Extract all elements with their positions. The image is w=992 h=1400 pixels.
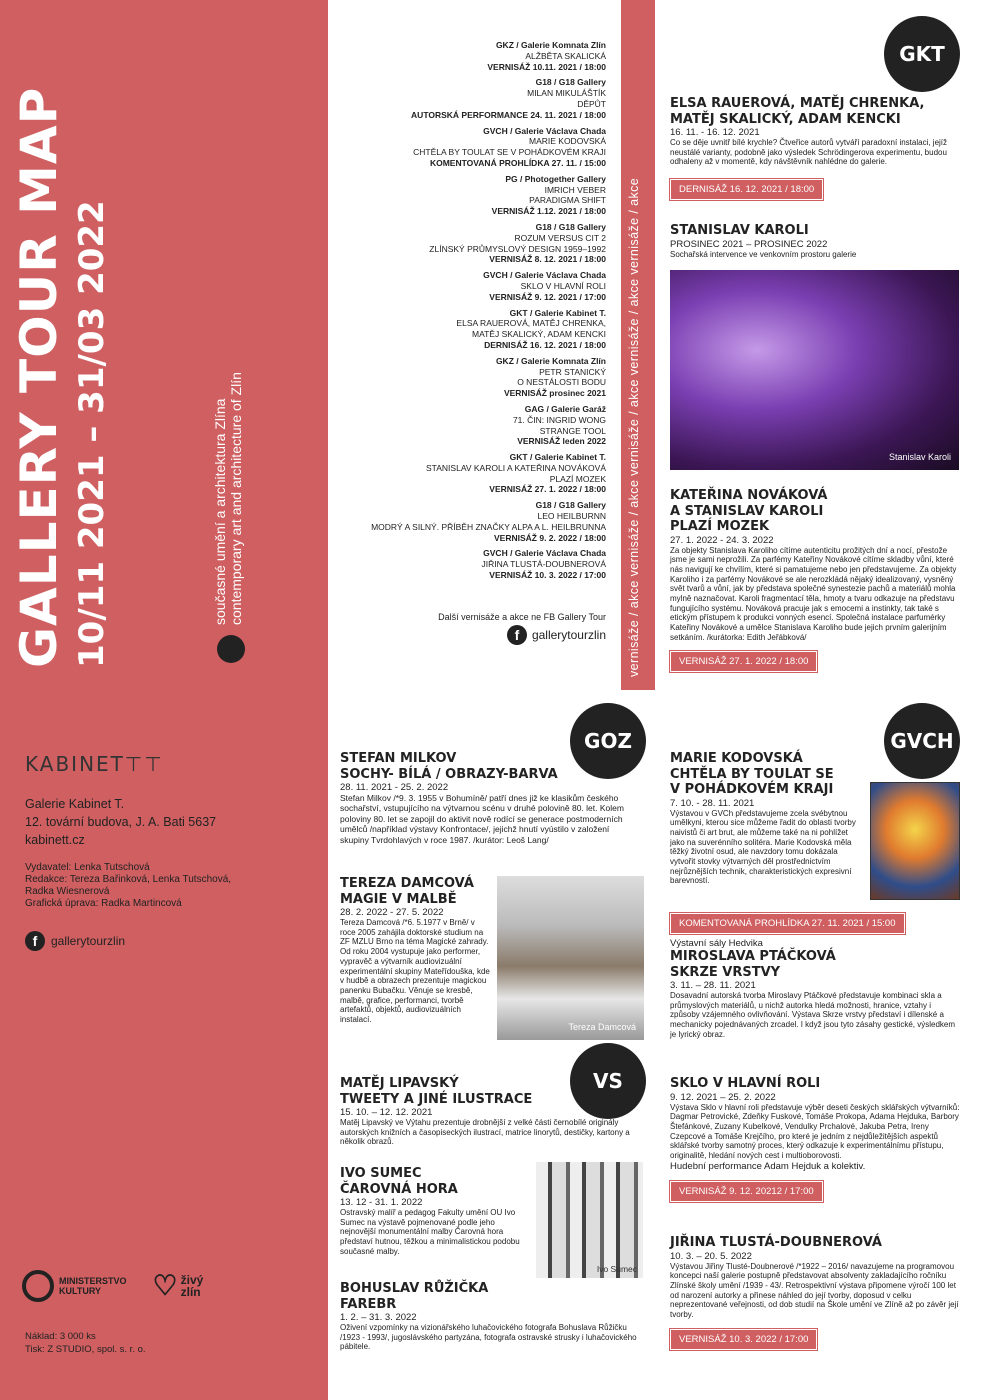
event-title: MAGIE V MALBĚ [340,891,457,907]
event-title: V POHÁDKOVÉM KRAJI [670,782,834,797]
vs-event-2 [340,1166,530,1257]
facebook-link[interactable] [507,625,606,645]
list-item-a: IMRICH VEBER [544,184,606,195]
event-pill: KOMENTOVANÁ PROHLÍDKA 27. 11. 2021 / 15:00 [670,913,905,934]
gvch-pill-1 [670,913,960,934]
event-desc: Dosavadní autorská tvorba Miroslavy Ptáčkové představuje kombinaci skla a průmyslových materiálů, u nichž autorka hledá možnosti, hranice, vztahy i způsoby vzájemného ovlivňování. Výstava Skrze vrstvy představí i dílenské a mechanicky pojednávaných zrcadel. I když jsou tyto zásahy gestické, výsledkem je lyrický obraz. [670,991,956,1039]
event-date: 3. 11. – 28. 11. 2021 [670,980,756,991]
list-item-g: PG / Photogether Gallery [505,173,606,184]
sponsor-logos [22,1270,203,1302]
list-item-b: MODRÝ A SILNÝ. PŘÍBĚH ZNAČKY ALPA A L. HEILBRUNNA [371,521,606,532]
karoli-photo [670,270,959,470]
poster-title [10,87,116,668]
gkt-event-3 [670,488,960,672]
list-item [346,452,606,495]
event-date: 28. 2. 2022 - 27. 5. 2022 [340,907,444,918]
event-desc: Tereza Damcová /*6. 5.1977 v Brně/ v roce 2005 zahájila doktorské studium na ZF MZLU Brno na téma Magické zahrady. Od roku 2004 vystupuje jako performer, vypravěč a výtvarník audiovizuální experimentální skupiny Mateřídouška, kde v hudbě a obrazech prezentuje magickou panenku Bubačku. Věnuje se kresbě, malbě, grafice, performanci, tvorbě artefaktů, objektů, audiovizuálních instalací. [340,918,490,1025]
list-item-g: GVCH / Galerie Václava Chada [483,270,606,281]
list-item-b: DĚPŮT [577,98,606,109]
list-item-a: SKLO V HLAVNÍ ROLI [520,280,606,291]
credit-line: Redakce: Tereza Bařinková, Lenka Tutschová, [25,874,232,885]
event-date: 13. 12 - 31. 1. 2022 [340,1197,423,1208]
event-pill: VERNISÁŽ 9. 12. 20212 / 17:00 [670,1181,823,1202]
badge-gvch: GVCH [884,703,960,779]
facebook-icon: f [507,625,527,645]
facebook-label: gallerytourzlin [531,628,606,642]
subtitle [212,372,244,625]
event-date: PROSINEC 2021 – PROSINEC 2022 [670,238,828,250]
list-item-g: GVCH / Galerie Václava Chada [483,125,606,136]
event-date: 27. 1. 2022 - 24. 3. 2022 [670,534,774,546]
badge-gkt: GKT [884,16,960,92]
vs-event-3 [340,1281,640,1352]
event-desc: Za objekty Stanislava Karoliho cítíme autenticitu prožitých dní a nocí, přestože jsme je sami neprožili. Za parfémy Kateřiny Novákové cítíme skladby vůní, které nás navigují ke chvílím, které si pamatujeme nebo jen představujeme. Za objekty Karoliho i za parfémy Novákové se ale nerozkládá nějaký idealizovaný, vysněný svět tvarů a vůní, jak by představa společné synestezie pachů a materiálů mohla mylně naznačovat. Karoli fragmentací těla, hmoty a tvaru odkazuje na představu fungujícího systému. Nováková pracuje jak s emocemi a instinkty, tak také s etickým přístupem k produkci vonných esencí. Společná instalace parfumérky Kateřiny Novákové a umělce Stanislava Karoliho bude jejich prvním galerijním setkáním. /kurátorka: Edith Jeřábková/ [670,545,957,642]
list-item-v: DERNISÁŽ 16. 12. 2021 / 18:00 [484,339,606,350]
list-item [346,270,606,302]
event-note: Hudební performance Adam Hejduk a kolektiv. [670,1160,866,1172]
list-item-b: PARADIGMA SHIFT [529,195,606,206]
list-item [346,356,606,399]
list-item-g: G18 / G18 Gallery [535,500,606,511]
list-item-v: VERNISÁŽ 8. 12. 2021 / 18:00 [489,254,606,265]
list-item-a: STANISLAV KAROLI A KATEŘINA NOVÁKOVÁ [426,462,606,473]
side-stripe [621,0,655,690]
event-title: ELSA RAUEROVÁ, MATĚJ CHRENKA, [670,96,925,111]
facebook-icon: f [25,931,45,951]
event-desc: Sochařská intervence ve venkovním prostoru galerie [670,249,857,259]
list-item-b: CHTĚLA BY TOULAT SE V POHÁDKOVÉM KRAJI [413,147,606,158]
photo-caption: Ivo Sumec [596,1264,637,1274]
gvch-event-1 [670,751,860,886]
event-title: CHTĚLA BY TOULAT SE [670,766,834,782]
list-item-v: VERNISÁŽ 27. 1. 2022 / 18:00 [489,484,606,495]
photo-caption: Stanislav Karoli [888,452,951,462]
ministerstvo-logo: MINISTERSTVO KULTURY [22,1270,127,1302]
credit-line: Grafická úprava: Radka Martincová [25,898,182,909]
list-item [346,222,606,265]
list-item-b: MATĚJ SKALICKÝ, ADAM KENCKI [472,329,606,340]
event-pill: VERNISÁŽ 27. 1. 2022 / 18:00 [670,651,817,672]
sumec-photo [536,1162,643,1278]
circle-icon [22,1270,54,1302]
title-dates: 10/11 2021 – 31/03 2022 [72,200,112,668]
event-desc: Výstavou Jiřiny Tlusté-Doubnerové /*1922 – 2016/ navazujeme na programovou koncepci naší galerie postupně představovat absolventy zakladajícího ročníku Zlínské školy umění /1939 - 43/. Retrospektivní výstava připomene výročí 100 let od narození autorky a přinese náhled do její tvorby, doposud v celku neprezentované veřejnosti, od dob studií na Škole umění ve Zlíně až po závěr její tvorby. [670,1261,959,1320]
gvch-event-3 [670,1076,960,1202]
address [25,795,216,849]
event-desc: Ostravský malíř a pedagog Fakulty umění OU Ivo Sumec na výstavě pojmenované podle jeho nejnovější monumentální malby Čarovná hora představí hutnou, těžkou a minimalistickou podobu současné malby. [340,1208,520,1256]
website-link[interactable]: kabinett.cz [25,833,85,847]
event-desc: Stefan Milkov /*9. 3. 1955 v Bohumíně/ patří dnes již ke klasikům českého sochařství, vstupujícího na výtvarnou scénu v druhé polovině 80. let. Kolem poloviny 80. let se zapojil do aktivit nově rodící se generace postmoderních umělců /například výstavy Konfrontace/, jejichž hnutí vyústilo v založení skupiny Tvrdohlavých v roce 1987. /kurátor: Leoš Lang/ [340,793,624,845]
event-desc: Výstava Sklo v hlavní roli představuje výběr deseti českých sklářských výtvarníků: Dagmar Petrovické, Zdeňky Fuskové, Tomáše Prokopa, Adama Hejduka, Barbory Štefánkové, Zuzany Kubelkové, Vendulky Prchalové, Jakuba Petra, Ireny Czepcové a Tomáše Krejčího, pro které je jedním z nejdůležitějších aspektů sklářské tvorby samotný proces, který odkazuje k experimentálnímu přístupu, originalitě, hledání nových cest i multioborovosti. [670,1102,960,1161]
list-item-v: VERNISÁŽ 10. 3. 2022 / 17:00 [489,570,606,581]
list-item [346,40,606,72]
print-info [25,1330,146,1356]
event-title: TWEETY A JINÉ ILUSTRACE [340,1091,533,1107]
event-date: 7. 10. - 28. 11. 2021 [670,797,755,809]
list-item [346,404,606,447]
credits [25,862,231,910]
list-item [346,126,606,169]
event-date: 9. 12. 2021 – 25. 2. 2022 [670,1091,776,1103]
event-title: SKRZE VRSTVY [670,964,781,980]
event-date: 1. 2. – 31. 3. 2022 [340,1312,417,1323]
print-line: Tisk: Z STUDIO, spol. s. r. o. [25,1344,146,1355]
list-item-g: GVCH / Galerie Václava Chada [483,548,606,559]
list-item-v: AUTORSKÁ PERFORMANCE 24. 11. 2021 / 18:00 [411,109,606,120]
subtitle-en: contemporary art and architecture of Zlín [228,372,244,625]
list-item-b: ZLÍNSKÝ PRŮMYSLOVÝ DESIGN 1959–1992 [429,243,606,254]
list-item-a: MARIE KODOVSKÁ [529,136,606,147]
list-item-a: PETR STANICKÝ [539,366,606,377]
left-panel [0,0,328,1400]
event-title: A STANISLAV KAROLI [670,503,824,519]
event-date: 10. 3. – 20. 5. 2022 [670,1250,752,1262]
list-item-v: VERNISÁŽ prosinec 2021 [503,388,606,399]
zivy-zlin-logo: ♡ živý zlín [152,1270,204,1301]
credit-line: Vydavatel: Lenka Tutschová [25,862,150,873]
facebook-link[interactable] [25,931,125,951]
list-item-v: VERNISÁŽ 1.12. 2021 / 18:00 [491,206,606,217]
event-title: MARIE KODOVSKÁ [670,751,803,766]
event-date: 15. 10. – 12. 12. 2021 [340,1107,433,1118]
list-item-v: VERNISÁŽ 10.11. 2021 / 18:00 [487,61,606,72]
list-item [346,548,606,580]
gvch-event-4 [670,1235,960,1350]
list-item-g: G18 / G18 Gallery [535,221,606,232]
goz-event-2 [340,876,492,1025]
event-title: STANISLAV KAROLI [670,223,809,238]
list-item-a: ALŽBĚTA SKALICKÁ [525,50,606,61]
event-title: PLAZÍ MOZEK [670,519,770,534]
list-item-g: G18 / G18 Gallery [535,77,606,88]
gkt-event-2 [670,223,960,259]
event-date: 28. 11. 2021 - 25. 2. 2022 [340,782,449,793]
event-title: MATĚJ LIPAVSKÝ [340,1076,459,1091]
event-desc: Oživení vzpomínky na vizionářského luhačovického fotografa Bohuslava Růžičku /1923 - 1993/, jugoslávského partyzána, fotografa ostravské strusky i luhačovického pábitele. [340,1323,637,1352]
facebook-label: gallerytourzlin [51,934,126,948]
event-desc: Co se děje uvnitř bílé krychle? Čtveřice autorů vytváří paradoxní instalaci, jejíž neustálé varianty, podobně jako výsledek Schrödingerova experimentu, budou odhaleny až v momentě, kdy návštěvník nahlédne do galerie. [670,138,948,167]
event-title: BOHUSLAV RŮŽIČKA [340,1281,489,1296]
event-date: 16. 11. - 16. 12. 2021 [670,127,760,138]
badge-vs: VS [570,1043,646,1119]
event-title: IVO SUMEC [340,1166,422,1181]
heart-icon: ♡ [152,1270,178,1301]
list-item-a: MILAN MIKULÁŠTÍK [527,88,606,99]
event-title: FAREBR [340,1296,397,1312]
event-title: SOCHY- BÍLÁ / OBRAZY-BARVA [340,766,558,782]
list-item [346,174,606,217]
goz-event-1 [340,751,640,845]
title-main: GALLERY TOUR MAP [10,86,68,668]
event-title: KATEŘINA NOVÁKOVÁ [670,488,828,503]
event-title: STEFAN MILKOV [340,751,457,766]
subtitle-cz: současné umění a architektura Zlína [212,398,228,625]
event-title: MIROSLAVA PTÁČKOVÁ [670,949,836,964]
credit-line: Radka Wiesnerová [25,886,110,897]
events-list [346,40,606,586]
gvch-event-2 [670,938,960,1040]
event-title: SKLO V HLAVNÍ ROLI [670,1076,821,1091]
photo-caption: Tereza Damcová [568,1022,636,1032]
list-item-b: O NESTÁLOSTI BODU [517,377,606,388]
list-item [346,500,606,543]
event-title: JIŘINA TLUSTÁ-DOUBNEROVÁ [670,1235,882,1250]
more-info: Další vernisáže a akce ne FB Gallery Tour [438,612,606,622]
venue-label: Výstavní sály Hedvika [670,938,763,949]
kodovska-artwork [870,782,960,900]
list-item-v: VERNISÁŽ 9. 12. 2021 / 17:00 [489,291,606,302]
event-title: TEREZA DAMCOVÁ [340,876,474,891]
kabinet-logo: KABINET⊤⊤ [25,752,164,776]
damcova-photo [497,876,644,1040]
list-item-g: GKZ / Galerie Komnata Zlín [495,355,606,366]
event-desc: Výstavou v GVCh představujeme zcela svébytnou umělkyni, kterou sice můžeme řadit do oblasti tvorby naivistů či art brut, ale můžeme také na ni pohlížet jako na suverénního solitéra. Marie Kodovská měla těžký životní osud, ale navzdory tomu dokázala vytvořit stovky výtvarných děl prostřednictvím nejrůznějších technik, charakteristických expresivní barevností. [670,808,856,886]
print-line: Náklad: 3 000 ks [25,1331,96,1342]
list-item-a: JIŘINA TLUSTÁ-DOUBNEROVÁ [481,559,606,570]
list-item [346,308,606,351]
list-item-a: LEO HEILBURNN [537,511,606,522]
event-pill: VERNISÁŽ 10. 3. 2022 / 17:00 [670,1329,817,1350]
event-pill: DERNISÁŽ 16. 12. 2021 / 18:00 [670,179,823,200]
list-item-g: GKZ / Galerie Komnata Zlín [495,40,606,50]
event-title: MATĚJ SKALICKÝ, ADAM KENCKI [670,111,901,127]
list-item-b: PLAZÍ MOZEK [549,473,606,484]
dot-icon [217,635,245,663]
list-item-v: KOMENTOVANÁ PROHLÍDKA 27. 11. / 15:00 [429,157,606,168]
list-item [346,77,606,120]
list-item-v: VERNISÁŽ leden 2022 [517,436,606,447]
list-item-a: ELSA RAUEROVÁ, MATĚJ CHRENKA, [456,318,606,329]
addr-line: Galerie Kabinet T. [25,797,125,811]
list-item-g: GAG / Galerie Garáž [524,403,606,414]
vs-event-1 [340,1076,640,1147]
gkt-event-1 [670,96,960,200]
list-item-v: VERNISÁŽ 9. 2. 2022 / 18:00 [494,532,606,543]
list-item-b: STRANGE TOOL [539,425,606,436]
event-desc: Matěj Lipavský ve Výtahu prezentuje drobnější z velké části černobílé originály autorských knižních a časopiseckých ilustrací, matrice linorytů, destičky, kartony a několik obrazů. [340,1118,630,1147]
stripe-text: vernisáže / akce vernisáže / akce vernisáže / akce vernisáže / akce vernisáže / akce [627,177,641,677]
list-item-a: 71. ČIN: INGRID WONG [512,414,606,425]
badge-goz: GOZ [570,703,646,779]
list-item-g: GKT / Galerie Kabinet T. [509,452,606,463]
list-item-a: ROZUM VERSUS CIT 2 [514,232,606,243]
event-title: ČAROVNÁ HORA [340,1181,458,1197]
addr-line: 12. tovární budova, J. A. Bati 5637 [25,815,217,829]
list-item-g: GKT / Galerie Kabinet T. [509,307,606,318]
